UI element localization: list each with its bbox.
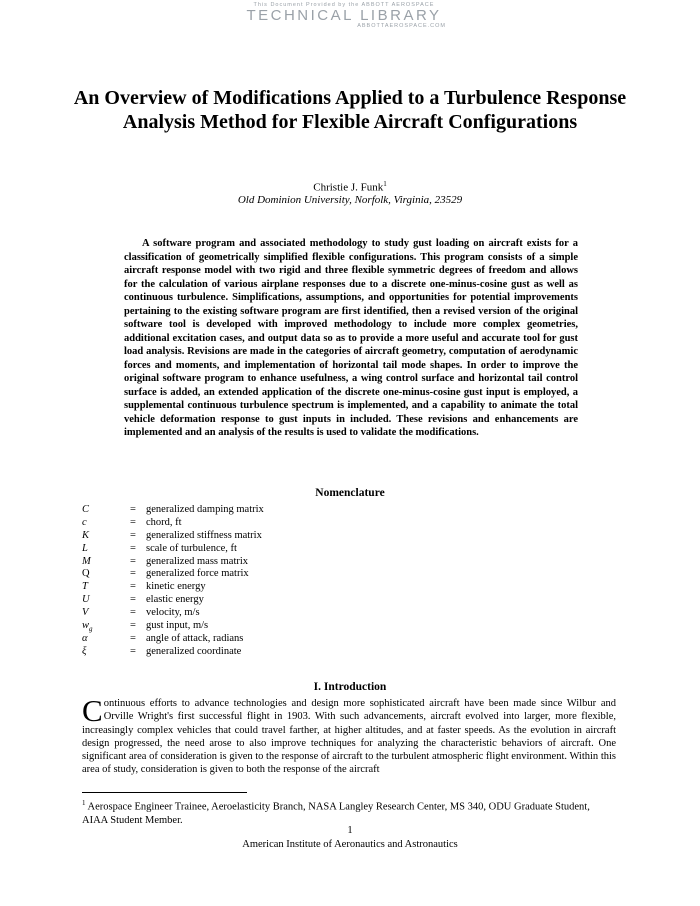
nomenclature-definition: gust input, m/s (146, 620, 209, 632)
nomenclature-equals: = (130, 620, 136, 632)
nomenclature-symbol: ξ (82, 645, 87, 657)
nomenclature-definition: scale of turbulence, ft (146, 542, 237, 554)
nomenclature-symbol: C (82, 504, 90, 515)
introduction-text: ontinuous efforts to advance technologies and design more sophisticated aircraft have been made since Wilbur and Orville Wright's first successful flight in 1903. With such advancements, aircraft evolved into larger, more flexible, increasingly complex vehicles that could travel farther, at higher altitudes, and at faster speeds. As the evolution in aircraft design progressed, the need arose to also improve techniques for analyzing the characteristic behaviors of aircraft. One significant area of consideration is given to the response of aircraft to the turbulent atmospheric flight environment. Within this area of study, consideration is given to both the response of the aircraft (82, 698, 616, 776)
nomenclature-definition: velocity, m/s (146, 607, 200, 619)
author-footnote-mark: 1 (383, 180, 387, 188)
nomenclature-symbol: α (82, 632, 88, 644)
watermark (236, 2, 452, 29)
nomenclature-definition: angle of attack, radians (146, 632, 244, 644)
author (0, 180, 700, 194)
affiliation: Old Dominion University, Norfolk, Virginia, 23529 (237, 194, 463, 206)
nomenclature-equals: = (130, 516, 136, 528)
nomenclature-equals: = (130, 568, 136, 580)
nomenclature-symbol: T (82, 581, 88, 593)
drop-cap: C (82, 693, 103, 728)
nomenclature-equals: = (130, 645, 136, 657)
footnote-rule (82, 792, 247, 793)
abstract: A software program and associated methodology to study gust loading on aircraft exists for a classification of geometrically simplified flexible configurations. This program consists of a simple aircraft response model with two rigid and three flexible symmetric degrees of freedom and allows for the calculation of various airplane responses due to a discrete one-minus-cosine gust as well as continuous turbulence. Simplifications, assumptions, and opportunities for potential improvements pertaining to the existing software program are first identified, then a revised version of the original software tool is developed with improved methodology to include more complex geometries, additional excitation cases, and output data so as to provide a more useful and accurate tool for gust load analysis. Revisions are made in the categories of aircraft geometry, computation of aerodynamic forces and moments, and implementation of horizontal tail mode shapes. In order to improve the original software program to enhance usefulness, a wing control surface and horizontal tail control surface is added, an extended application of the discrete one-minus-cosine gust input is employed, a supplemental continuous turbulence spectrum is implemented, and a capability to animate the total vehicle deformation response to gust inputs in included. These revisions and enhancements are implemented and an analysis of the results is used to validate the modifications. (124, 238, 578, 438)
nomenclature-symbol: L (82, 542, 88, 554)
nomenclature-equals: = (130, 594, 136, 606)
nomenclature-definition: generalized damping matrix (146, 504, 264, 515)
nomenclature-equals: = (130, 555, 136, 567)
nomenclature-definition: chord, ft (146, 516, 182, 528)
paper-title: An Overview of Modifications Applied to a Turbulence Response Analysis Method for Flexible Aircraft Configurations (73, 87, 627, 133)
nomenclature-symbol: K (82, 529, 90, 541)
nomenclature-symbol: Q (82, 568, 90, 580)
nomenclature-equals: = (130, 542, 136, 554)
nomenclature-equals: = (130, 504, 136, 515)
nomenclature-heading: Nomenclature (315, 487, 385, 499)
footnote-mark: 1 (82, 799, 86, 807)
nomenclature-definition: elastic energy (146, 594, 204, 606)
nomenclature-symbol: M (82, 555, 91, 567)
watermark-url: ABBOTTAEROSPACE.COM (357, 23, 446, 29)
watermark-provider: This Document Provided by the ABBOTT AEROSPACE (253, 2, 435, 8)
watermark-title: TECHNICAL LIBRARY (246, 7, 442, 24)
nomenclature-symbol: V (82, 607, 89, 619)
page-number: 1 (347, 825, 353, 836)
nomenclature-equals: = (130, 632, 136, 644)
nomenclature-symbol: $w_g$ (82, 620, 93, 634)
nomenclature-symbol: c (82, 516, 87, 528)
nomenclature-definition: generalized stiffness matrix (146, 529, 262, 541)
footnote-text: Aerospace Engineer Trainee, Aeroelasticity Branch, NASA Langley Research Center, MS 340, ODU Graduate Student, AIAA Student Member. (82, 801, 590, 826)
introduction-paragraph (82, 693, 616, 777)
nomenclature-definition: kinetic energy (146, 581, 206, 593)
nomenclature-symbol: U (82, 594, 90, 606)
nomenclature-equals: = (130, 529, 136, 541)
nomenclature-definition: generalized mass matrix (146, 555, 249, 567)
nomenclature-equals: = (130, 607, 136, 619)
section-heading: I. Introduction (313, 681, 387, 693)
nomenclature-equals: = (130, 581, 136, 593)
page-footer: American Institute of Aeronautics and Astronautics (242, 839, 458, 850)
author-name: Christie J. Funk (313, 181, 384, 194)
nomenclature-definition: generalized coordinate (146, 645, 242, 657)
footnote (82, 797, 616, 827)
nomenclature-definition: generalized force matrix (146, 568, 249, 580)
